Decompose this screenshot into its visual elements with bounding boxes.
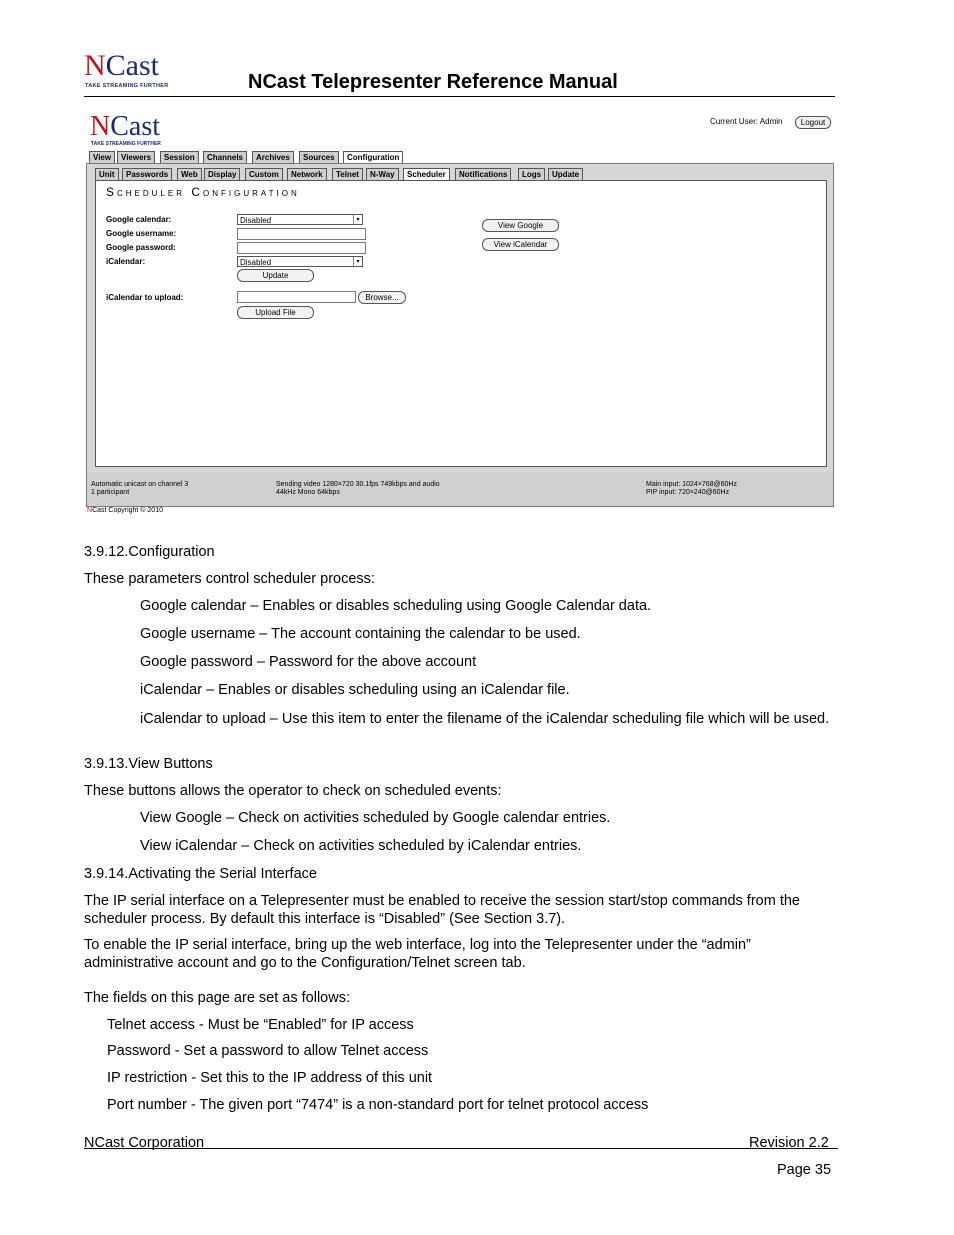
tab-configuration[interactable]: Configuration	[343, 151, 403, 165]
list-item: iCalendar – Enables or disables scheduling using an iCalendar file.	[140, 682, 570, 698]
logo-n: N	[84, 49, 106, 82]
config-panel	[86, 163, 834, 474]
google-password-input[interactable]	[237, 242, 366, 254]
subtab-custom[interactable]: Custom	[245, 168, 283, 181]
tab-session[interactable]: Session	[160, 151, 199, 164]
section-title: Scheduler Configuration	[106, 185, 300, 199]
serial-paragraph-2: To enable the IP serial interface, bring up the web interface, log into the Telepresenter under the “admin” administrative account and go to the Configuration/Telnet screen tab.	[84, 937, 751, 971]
list-item: Google calendar – Enables or disables scheduling using Google Calendar data.	[140, 598, 652, 614]
icalendar-label: iCalendar:	[106, 257, 146, 266]
icalendar-select[interactable]	[237, 256, 363, 267]
subtab-n-way[interactable]: N-Way	[366, 168, 399, 181]
status-pip-input: PIP input: 720×240@60Hz	[646, 489, 730, 496]
logout-button[interactable]: Logout	[795, 116, 831, 129]
logo-text: Cast	[105, 49, 160, 82]
copyright-n: N	[87, 507, 93, 514]
footer-company: NCast Corporation	[84, 1135, 205, 1151]
list-item: iCalendar to upload – Use this item to enter the filename of the iCalendar scheduling file which will be used.	[140, 711, 830, 727]
google-calendar-value: Disabled	[240, 216, 272, 225]
page-title: NCast Telepresenter Reference Manual	[248, 71, 618, 93]
list-item: Telnet access - Must be “Enabled” for IP access	[107, 1017, 414, 1033]
scheduler-form	[95, 180, 827, 467]
screenshot-logo-n: N	[90, 111, 111, 142]
icalendar-upload-label: iCalendar to upload:	[106, 293, 184, 302]
subtab-telnet[interactable]: Telnet	[332, 168, 363, 181]
upload-file-button[interactable]: Upload File	[237, 306, 314, 319]
screenshot-copyright	[87, 507, 163, 514]
status-unicast: Automatic unicast on channel 3	[91, 481, 189, 488]
ncast-logo	[84, 51, 159, 81]
list-item: Password - Set a password to allow Telnet access	[107, 1043, 429, 1059]
current-user: Current User: Admin	[710, 117, 783, 126]
logo-tagline: TAKE STREAMING FURTHER	[85, 83, 169, 89]
footer-revision: Revision 2.2	[749, 1135, 829, 1151]
section-heading-view-buttons: 3.9.13.View Buttons	[84, 756, 213, 772]
subtab-passwords[interactable]: Passwords	[122, 168, 172, 181]
screenshot-logo	[90, 113, 160, 141]
scheduler-screenshot	[86, 111, 834, 506]
list-item: View Google – Check on activities scheduled by Google calendar entries.	[140, 810, 611, 826]
browse-button[interactable]: Browse...	[358, 291, 406, 304]
google-calendar-label: Google calendar:	[106, 215, 172, 224]
list-item: Google username – The account containing the calendar to be used.	[140, 626, 581, 642]
icalendar-value: Disabled	[240, 258, 272, 267]
google-password-label: Google password:	[106, 243, 176, 252]
footer-rule	[84, 1148, 838, 1149]
tab-archives[interactable]: Archives	[252, 151, 294, 164]
serial-paragraph-3: The fields on this page are set as follows:	[84, 990, 350, 1006]
google-username-label: Google username:	[106, 229, 177, 238]
status-main-input: Main input: 1024×768@60Hz	[646, 481, 737, 488]
subtab-web[interactable]: Web	[177, 168, 202, 181]
list-item: Google password – Password for the above account	[140, 654, 477, 670]
screenshot-logo-text: Cast	[110, 111, 161, 142]
tab-viewers[interactable]: Viewers	[117, 151, 155, 164]
subtab-scheduler[interactable]: Scheduler	[403, 168, 450, 181]
status-bar	[86, 472, 834, 507]
google-calendar-select[interactable]	[237, 214, 363, 225]
chevron-down-icon: ▾	[353, 215, 362, 224]
tab-view[interactable]: View	[89, 151, 115, 164]
google-username-input[interactable]	[237, 228, 366, 240]
tab-channels[interactable]: Channels	[203, 151, 247, 164]
view-google-button[interactable]: View Google	[482, 219, 559, 232]
section-heading-configuration: 3.9.12.Configuration	[84, 544, 215, 560]
subtab-unit[interactable]: Unit	[95, 168, 119, 181]
status-audio: 44kHz Mono 64kbps	[276, 489, 340, 496]
header-rule	[84, 96, 835, 97]
chevron-down-icon: ▾	[353, 257, 362, 266]
icalendar-upload-input[interactable]	[237, 291, 356, 303]
copyright-text: Cast Copyright © 2010	[92, 507, 163, 514]
subtab-logs[interactable]: Logs	[518, 168, 545, 181]
list-item: View iCalendar – Check on activities scheduled by iCalendar entries.	[140, 838, 582, 854]
view-buttons-intro: These buttons allows the operator to check on scheduled events:	[84, 783, 502, 799]
update-button[interactable]: Update	[237, 269, 314, 282]
status-participants: 1 participant	[91, 489, 130, 496]
subtab-network[interactable]: Network	[287, 168, 327, 181]
subtab-update[interactable]: Update	[548, 168, 583, 181]
list-item: IP restriction - Set this to the IP address of this unit	[107, 1070, 433, 1086]
subtab-display[interactable]: Display	[204, 168, 240, 181]
status-video: Sending video 1280×720 30.1fps 749kbps and audio	[276, 481, 440, 488]
screenshot-logo-tagline: TAKE STREAMING FURTHER	[91, 141, 161, 147]
view-icalendar-button[interactable]: View iCalendar	[482, 238, 559, 251]
serial-paragraph-1: The IP serial interface on a Telepresenter must be enabled to receive the session start/stop commands from the scheduler process. By default this interface is “Disabled” (See Section 3.7).	[84, 893, 800, 927]
footer-page-number: Page 35	[777, 1162, 832, 1178]
section-heading-serial-interface: 3.9.14.Activating the Serial Interface	[84, 866, 317, 882]
subtab-notifications[interactable]: Notifications	[455, 168, 511, 181]
tab-sources[interactable]: Sources	[299, 151, 339, 164]
list-item: Port number - The given port “7474” is a non-standard port for telnet protocol access	[107, 1097, 649, 1113]
configuration-intro: These parameters control scheduler process:	[84, 571, 375, 587]
